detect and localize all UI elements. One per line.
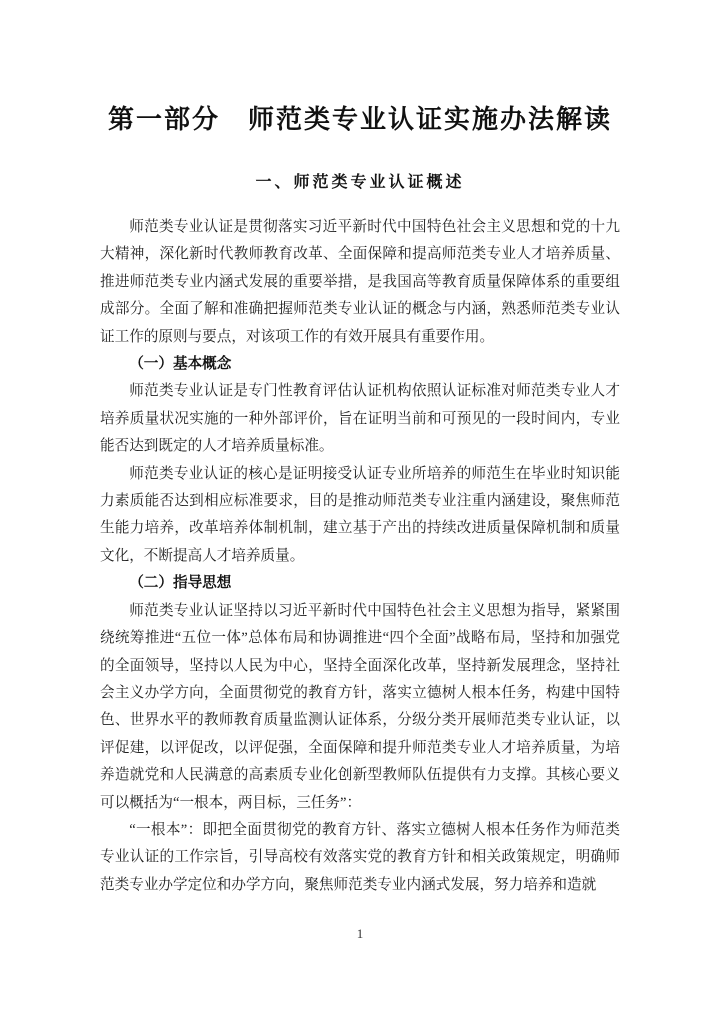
document-content [100, 0, 620, 899]
paragraph-one-fundamental: “一根本”：即把全面贯彻党的教育方针、落实立德树人根本任务作为师范类专业认证的工作宗旨，引导高校有效落实党的教育方针和相关政策规定，明确师范类专业办学定位和办学方向，聚焦师范类专业内涵式发展，努力培养和造就 [100, 821, 620, 893]
document-title: 第一部分 师范类专业认证实施办法解读 [107, 105, 612, 134]
paragraph-core: 师范类专业认证的核心是证明接受认证专业所培养的师范生在毕业时知识能力素质能否达到相应标准要求，目的是推动师范类专业注重内涵建设，聚焦师范生能力培养，改革培养体制机制，建立基于产出的持续改进质量保障机制和质量文化，不断提高人才培养质量。 [100, 465, 620, 564]
subsection-heading-basic-concepts: （一）基本概念 [129, 356, 232, 373]
section-heading: 一、师范类专业认证概述 [255, 174, 465, 191]
paragraph-intro: 师范类专业认证是贯彻落实习近平新时代中国特色社会主义思想和党的十九大精神，深化新时代教师教育改革、全面保障和提高师范类专业人才培养质量、推进师范类专业内涵式发展的重要举措，是我国高等教育质量保障体系的重要组成部分。全面了解和准确把握师范类专业认证的概念与内涵，熟悉师范类专业认证工作的原则与要点，对该项工作的有效开展具有重要作用。 [100, 219, 620, 345]
paragraph-definition: 师范类专业认证是专门性教育评估认证机构依照认证标准对师范类专业人才培养质量状况实施的一种外部评价，旨在证明当前和可预见的一段时间内，专业能否达到既定的人才培养质量标准。 [100, 383, 620, 455]
page-number: 1 [356, 926, 364, 941]
subsection-heading-guiding-ideology: （二）指导思想 [129, 575, 232, 592]
body-text [100, 214, 620, 899]
paragraph-guiding-ideology: 师范类专业认证坚持以习近平新时代中国特色社会主义思想为指导，紧紧围绕统筹推进“五位一体”总体布局和协调推进“四个全面”战略布局，坚持和加强党的全面领导，坚持以人民为中心，坚持全面深化改革，坚持新发展理念，坚持社会主义办学方向，全面贯彻党的教育方针，落实立德树人根本任务，构建中国特色、世界水平的教师教育质量监测认证体系，分级分类开展师范类专业认证，以评促建，以评促改，以评促强，全面保障和提升师范类专业人才培养质量，为培养造就党和人民满意的高素质专业化创新型教师队伍提供有力支撑。其核心要义可以概括为“一根本，两目标，三任务”： [100, 602, 620, 811]
